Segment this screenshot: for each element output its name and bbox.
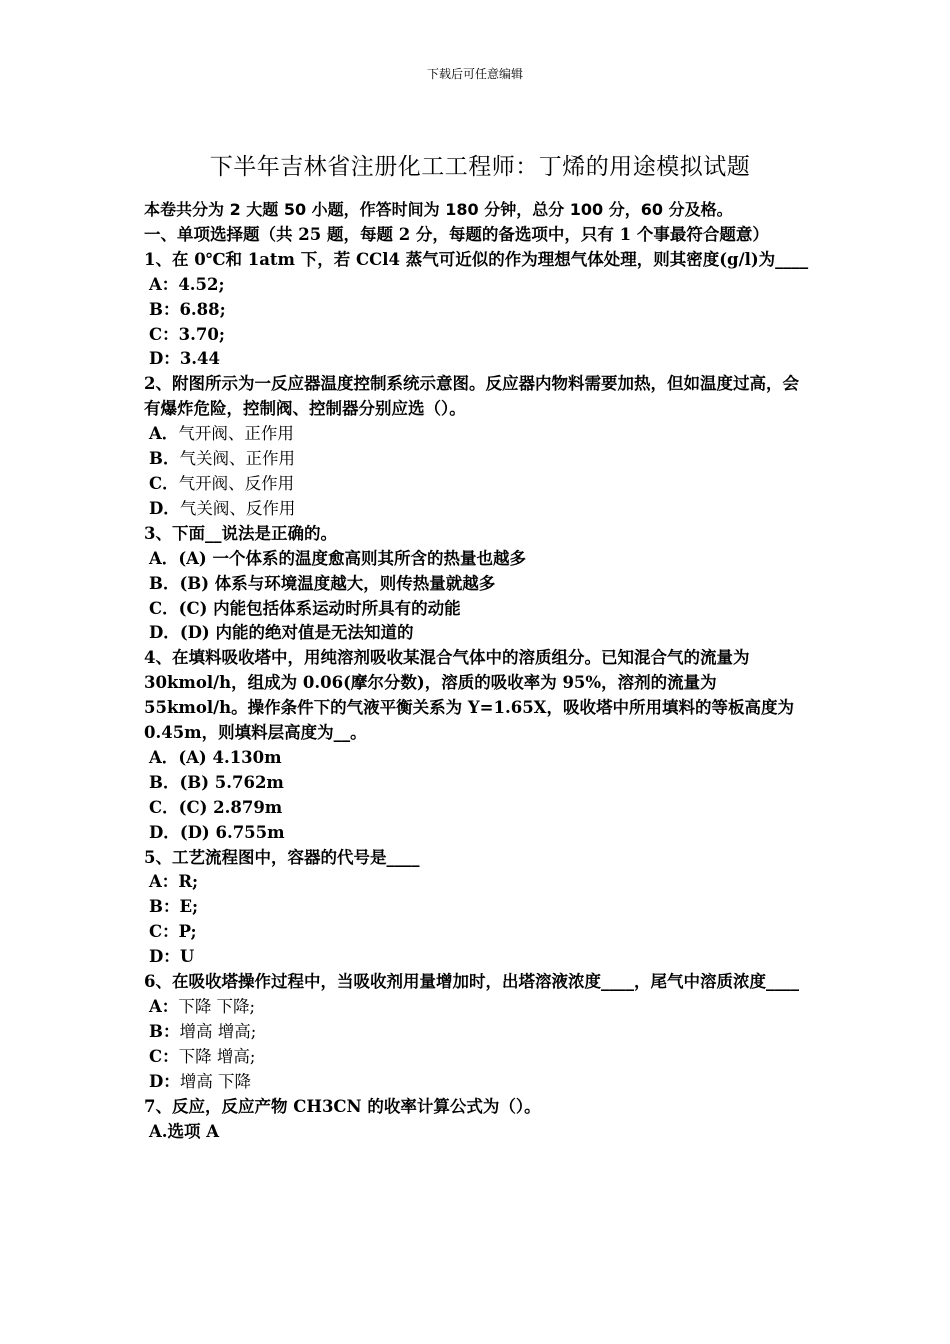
option-c — [144, 920, 812, 945]
section-heading: 一、单项选择题（共 25 题，每题 2 分，每题的备选项中，只有 1 个事最符合题意） — [144, 224, 769, 244]
option-text: 下降 增高; — [178, 1046, 256, 1066]
option-text: (A) 一个体系的温度愈高则其所含的热量也越多 — [178, 548, 526, 568]
option-label: C． — [149, 598, 179, 618]
document-body — [144, 198, 812, 1144]
question-block — [144, 846, 812, 971]
question-text: 6、在吸收塔操作过程中，当吸收剂用量增加时，出塔溶液浓度____，尾气中溶质浓度____ — [144, 972, 799, 992]
option-text: 气开阀、反作用 — [178, 473, 295, 493]
option-label: A： — [149, 274, 179, 294]
option-label: B： — [149, 299, 180, 319]
option-label: B： — [149, 897, 180, 917]
option-a — [144, 870, 812, 895]
option-label: C： — [149, 922, 179, 942]
option-text: 气开阀、正作用 — [178, 424, 294, 444]
option-text: (D) 内能的绝对值是无法知道的 — [179, 623, 414, 643]
header-note: 下载后可任意编辑 — [426, 67, 523, 81]
question-block — [144, 248, 812, 373]
option-b — [144, 1020, 812, 1045]
option-text: (C) 2.879m — [178, 797, 283, 817]
option-b — [144, 447, 812, 472]
question-text: 7、反应，反应产物 CH3CN 的收率计算公式为（）。 — [144, 1096, 541, 1116]
option-a — [144, 547, 812, 572]
question-block — [144, 522, 812, 647]
option-label: D： — [149, 349, 180, 369]
question-block — [144, 646, 812, 845]
question-text: 3、下面__说法是正确的。 — [144, 523, 337, 543]
option-label: B． — [149, 573, 180, 593]
option-text: 增高 下降 — [179, 1071, 252, 1091]
option-label: B． — [149, 449, 180, 469]
option-a — [144, 995, 812, 1020]
option-text: 3.44 — [179, 349, 220, 369]
option-label: B： — [149, 1021, 180, 1041]
option-text: 6.88; — [179, 299, 226, 319]
option-b — [144, 572, 812, 597]
question-block — [144, 1095, 812, 1145]
option-text: (C) 内能包括体系运动时所具有的动能 — [178, 598, 461, 618]
option-d — [144, 1070, 812, 1095]
option-text: 气关阀、反作用 — [179, 498, 296, 518]
option-text: (D) 6.755m — [179, 822, 285, 842]
option-label: C： — [149, 324, 179, 344]
option-text: 选项 A — [167, 1121, 220, 1141]
option-text: (B) 5.762m — [179, 772, 284, 792]
option-a — [144, 746, 812, 771]
option-a — [144, 273, 812, 298]
option-text: (B) 体系与环境温度越大，则传热量就越多 — [179, 573, 496, 593]
exam-summary: 本卷共分为 2 大题 50 小题，作答时间为 180 分钟，总分 100 分，60 分及格。 — [144, 200, 733, 219]
option-c — [144, 796, 812, 821]
option-label: A． — [149, 747, 179, 767]
option-text: 增高 增高; — [179, 1021, 257, 1041]
question-text: 1、在 0℃和 1atm 下，若 CCl4 蒸气可近似的作为理想气体处理，则其密度(g/l)为____ — [144, 249, 809, 269]
option-c — [144, 1045, 812, 1070]
option-label: D． — [149, 822, 180, 842]
question-text: 4、在填料吸收塔中，用纯溶剂吸收某混合气体中的溶质组分。已知混合气的流量为 30kmol/h，组成为 0.06(摩尔分数)，溶质的吸收率为 95%，溶剂的流量为 55kmol/h。操作条件下的气液平衡关系为 Y=1.65X，吸收塔中所用填料的等板高度为 0.45m，则填料层高度为__。 — [144, 648, 794, 743]
option-d — [144, 347, 812, 372]
option-text: 3.70; — [178, 324, 225, 344]
option-d — [144, 945, 812, 970]
option-label: C． — [149, 473, 179, 493]
option-label: B． — [149, 772, 180, 792]
option-label: A． — [149, 548, 179, 568]
option-label: D： — [149, 947, 180, 967]
option-d — [144, 621, 812, 646]
question-text: 2、附图所示为一反应器温度控制系统示意图。反应器内物料需要加热，但如温度过高，会有爆炸危险，控制阀、控制器分别应选（）。 — [144, 374, 799, 419]
option-c — [144, 597, 812, 622]
option-text: 下降 下降; — [178, 997, 256, 1016]
option-label: D． — [149, 498, 180, 518]
option-label: C． — [149, 797, 179, 817]
option-a — [144, 422, 812, 447]
option-a — [144, 1120, 812, 1145]
option-label: A． — [149, 424, 179, 444]
option-c — [144, 323, 812, 348]
option-text: (A) 4.130m — [178, 747, 282, 767]
option-c — [144, 472, 812, 497]
option-text: R; — [178, 872, 199, 892]
option-text: 4.52; — [178, 274, 225, 294]
option-text: P; — [178, 922, 197, 942]
option-d — [144, 821, 812, 846]
option-b — [144, 298, 812, 323]
option-label: C： — [149, 1046, 179, 1066]
question-block — [144, 970, 812, 1095]
option-label: D． — [149, 623, 180, 643]
option-text: 气关阀、正作用 — [179, 449, 295, 469]
option-label: A. — [149, 1121, 168, 1141]
document-title: 下半年吉林省注册化工工程师：丁烯的用途模拟试题 — [209, 154, 751, 180]
option-label: D： — [149, 1071, 180, 1091]
option-text: U — [179, 947, 195, 967]
question-text: 5、工艺流程图中，容器的代号是____ — [144, 847, 420, 867]
option-d — [144, 497, 812, 522]
option-label: A： — [149, 997, 179, 1016]
option-label: A： — [149, 872, 179, 892]
option-b — [144, 771, 812, 796]
option-text: E; — [179, 897, 199, 917]
question-block — [144, 372, 812, 521]
option-b — [144, 895, 812, 920]
